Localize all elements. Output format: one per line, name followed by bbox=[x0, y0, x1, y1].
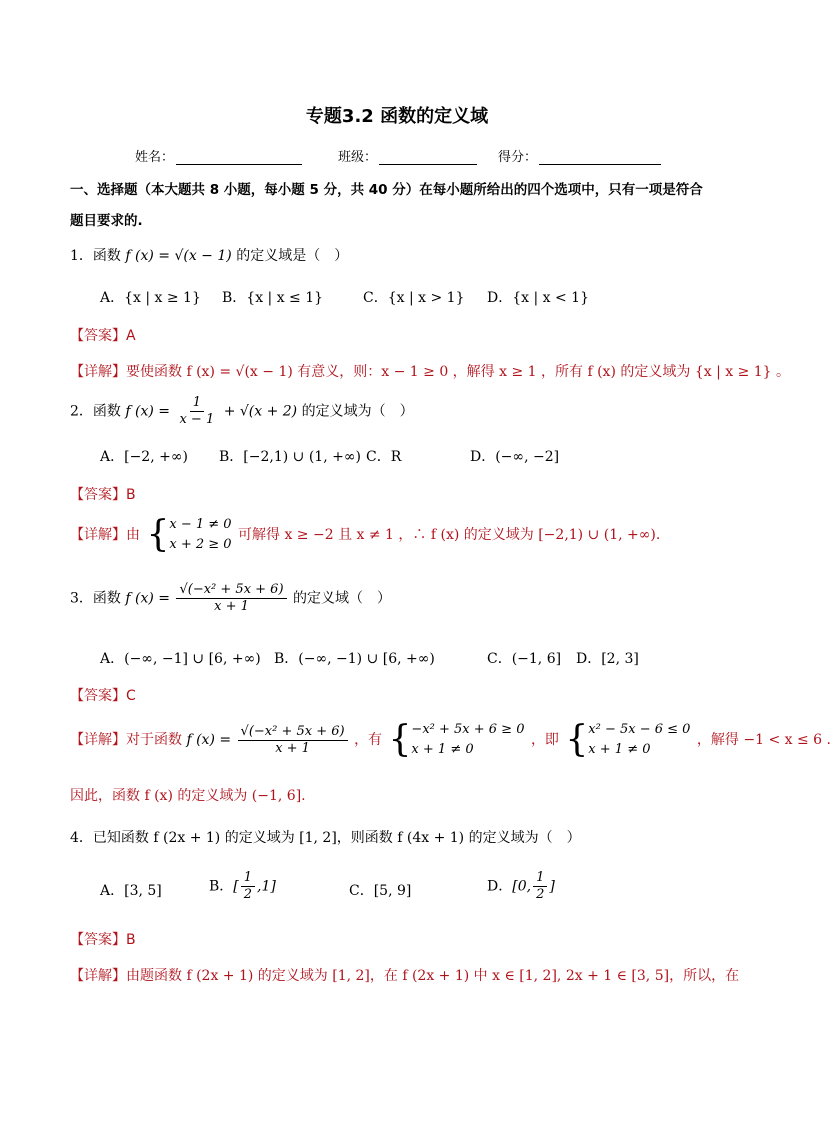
question-3-fraction: $\frac{\text{√(−x² + 5x + 6)}}{x + 1}$ bbox=[176, 582, 286, 615]
question-4-detail: 【详解】由题函数 f (2x + 1) 的定义域为 [1, 2]，在 f (2x + 1) 中 x ∈ [1, 2], 2x + 1 ∈ [3, 5]，所以，在 bbox=[70, 968, 740, 984]
question-3-option-c[interactable]: C．(−1, 6] bbox=[487, 651, 562, 667]
question-2-option-a[interactable]: A．[−2, +∞) bbox=[100, 449, 188, 465]
question-1-option-c[interactable]: C．{x | x > 1} bbox=[363, 290, 465, 306]
question-3-system-2: { x² − 5x − 6 ≤ 0 x + 1 ≠ 0 bbox=[565, 719, 691, 760]
question-4-option-d[interactable]: D．[0, $\frac{1}{2}$ ] bbox=[487, 870, 555, 902]
name-blank[interactable] bbox=[176, 150, 302, 165]
question-3-option-d[interactable]: D．[2, 3] bbox=[576, 651, 639, 667]
question-4-answer: 【答案】B bbox=[70, 932, 136, 948]
question-3-detail-fraction: $\frac{\text{√(−x² + 5x + 6)}}{x + 1}$ bbox=[238, 724, 348, 757]
question-2-option-b[interactable]: B．[−2,1) ∪ (1, +∞) bbox=[219, 449, 361, 465]
question-4-option-a[interactable]: A．[3, 5] bbox=[100, 883, 162, 899]
question-3-answer: 【答案】C bbox=[70, 688, 136, 704]
name-field[interactable] bbox=[135, 146, 302, 165]
question-2-fraction: $\frac{1}{x - 1}$ bbox=[179, 395, 215, 427]
question-2-option-c[interactable]: C．R bbox=[366, 449, 402, 465]
question-3-stem: 3．函数 f (x) = $\frac{\text{√(−x² + 5x + 6)}}{x + 1}$ 的定义域（ ） bbox=[70, 582, 391, 614]
question-2-answer: 【答案】B bbox=[70, 487, 136, 503]
section-heading-line2: 题目要求的. bbox=[70, 213, 143, 229]
question-1-stem: 1．函数 f (x) = √(x − 1) 的定义域是（ ） bbox=[70, 248, 349, 264]
question-3-option-b[interactable]: B．(−∞, −1) ∪ [6, +∞) bbox=[274, 651, 435, 667]
page-title: 专题3.2 函数的定义域 bbox=[305, 106, 489, 127]
score-label: 得分： bbox=[498, 150, 538, 165]
question-3-option-a[interactable]: A．(−∞, −1] ∪ [6, +∞) bbox=[100, 651, 261, 667]
question-1-option-a[interactable]: A．{x | x ≥ 1} bbox=[100, 290, 201, 306]
score-field[interactable] bbox=[498, 146, 661, 165]
name-label: 姓名： bbox=[135, 150, 175, 165]
question-1-detail: 【详解】要使函数 f (x) = √(x − 1) 有意义，则：x − 1 ≥ 0 ，解得 x ≥ 1 ，所有 f (x) 的定义域为 {x | x ≥ 1} 。 bbox=[70, 364, 791, 380]
question-4-option-c[interactable]: C．[5, 9] bbox=[349, 883, 412, 899]
question-3-detail-conclusion: 因此，函数 f (x) 的定义域为 (−1, 6]. bbox=[70, 788, 306, 804]
question-4-option-b[interactable]: B．[ $\frac{1}{2}$ ,1] bbox=[209, 870, 276, 902]
question-1-answer: 【答案】A bbox=[70, 328, 136, 344]
question-2-option-d[interactable]: D．(−∞, −2] bbox=[470, 449, 560, 465]
section-heading-line1: 一、选择题（本大题共 8 小题，每小题 5 分，共 40 分）在每小题所给出的四个选项中，只有一项是符合 bbox=[70, 182, 703, 198]
question-4-option-b-fraction: $\frac{1}{2}$ bbox=[241, 870, 255, 903]
question-2-detail: 【详解】由 { x − 1 ≠ 0 x + 2 ≥ 0 可解得 x ≥ −2 且 x ≠ 1 ，∴ f (x) 的定义域为 [−2,1) ∪ (1, +∞). bbox=[70, 514, 661, 555]
score-blank[interactable] bbox=[539, 150, 661, 165]
question-1-option-b[interactable]: B．{x | x ≤ 1} bbox=[222, 290, 324, 306]
question-2-system: { x − 1 ≠ 0 x + 2 ≥ 0 bbox=[146, 514, 232, 555]
class-label: 班级： bbox=[338, 150, 378, 165]
question-2-stem: 2．函数 f (x) = $\frac{1}{x - 1}$ + √(x + 2) 的定义域为（ ） bbox=[70, 395, 414, 427]
class-field[interactable] bbox=[338, 146, 477, 165]
question-4-stem: 4．已知函数 f (2x + 1) 的定义域为 [1, 2]，则函数 f (4x + 1) 的定义域为（ ） bbox=[70, 830, 581, 846]
question-3-detail: 【详解】对于函数 f (x) = $\frac{\text{√(−x² + 5x + 6)}}{x + 1}$ ，有 { −x² + 5x + 6 ≥ 0 x + 1 ≠ 0 ，即 { x² − 5x − 6 ≤ 0 x + 1 ≠ 0 ，解得 −1 < x ≤ 6 . bbox=[70, 719, 831, 760]
question-3-system-1: { −x² + 5x + 6 ≥ 0 x + 1 ≠ 0 bbox=[388, 719, 525, 760]
question-4-option-d-fraction: $\frac{1}{2}$ bbox=[533, 870, 547, 903]
question-1-option-d[interactable]: D．{x | x < 1} bbox=[487, 290, 589, 306]
class-blank[interactable] bbox=[379, 150, 477, 165]
